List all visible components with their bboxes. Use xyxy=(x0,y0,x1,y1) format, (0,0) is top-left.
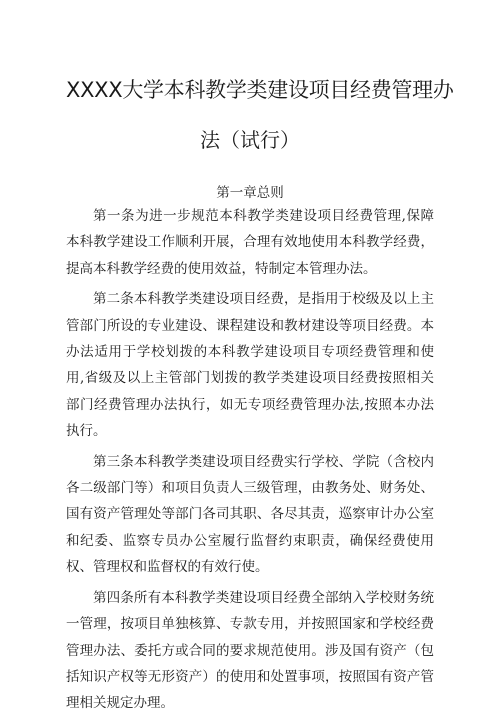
article-2-paragraph: 第二条本科教学类建设项目经费，是指用于校级及以上主管部门所设的专业建设、课程建设和教材建设等项目经费。本办法适用于学校划拨的本科教学建设项目专项经费管理和使用,省级及以上主管部门划拨的教学类建设项目经费按照相关部门经费管理办法执行，如无专项经费管理办法,按照本办法执行。 xyxy=(66,291,434,440)
document-title-line-2: 法（试行） xyxy=(200,128,300,152)
document-title-line-1: XXXX大学本科教学类建设项目经费管理办 xyxy=(66,78,454,102)
article-4-paragraph: 第四条所有本科教学类建设项目经费全部纳入学校财务统一管理，按项目单独核算、专款专用，并按照国家和学校经费管理办法、委托方或合同的要求规范使用。涉及国有资产（包括知识产权等无形资产）的使用和处置事项，按照国有资产管理相关规定办理。 xyxy=(66,589,434,712)
article-3-paragraph: 第三条本科教学类建设项目经费实行学校、学院（含校内各二级部门等）和项目负责人三级管理，由教务处、财务处、国有资产管理处等部门各司其职、各尽其责，巡察审计办公室和纪委、监察专员办公室履行监督约束职责，确保经费使用权、管理权和监督权的有效行使。 xyxy=(66,453,434,576)
chapter-heading: 第一章总则 xyxy=(216,185,284,201)
document-body xyxy=(66,203,434,721)
article-1-paragraph: 第一条为进一步规范本科教学类建设项目经费管理,保障本科教学建设工作顺利开展，合理有效地使用本科教学经费，提高本科教学经费的使用效益，特制定本管理办法。 xyxy=(66,208,434,277)
